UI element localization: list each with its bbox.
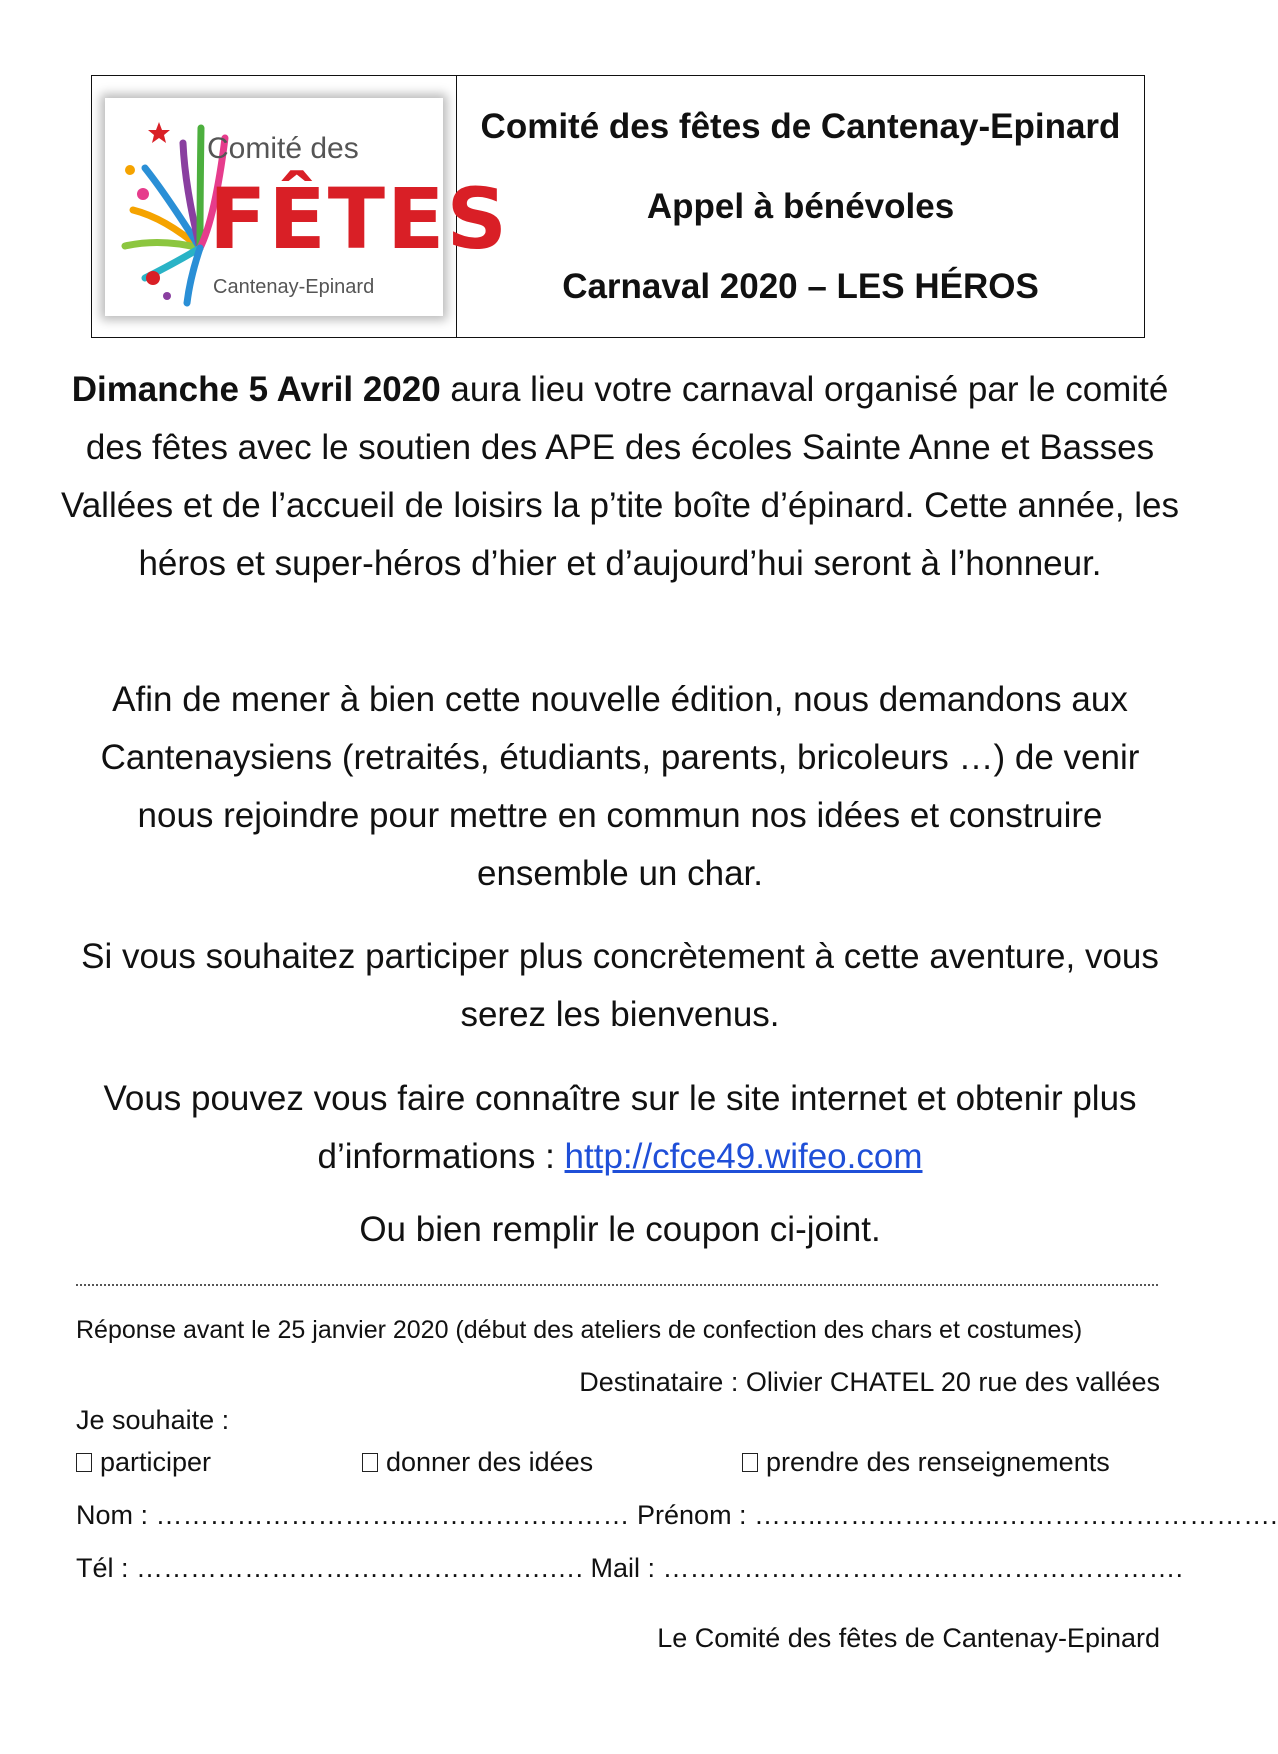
deadline-text: Réponse avant le 25 janvier 2020 (début des ateliers de confection des chars et costumes) (76, 1316, 1083, 1344)
option-renseignements[interactable] (742, 1446, 1110, 1478)
option-participer[interactable] (76, 1446, 211, 1478)
website-link[interactable]: http://cfce49.wifeo.com (564, 1137, 923, 1176)
option-label: participer (100, 1447, 212, 1477)
paragraph-intro (60, 361, 1180, 593)
paragraph-request: Afin de mener à bien cette nouvelle édition, nous demandons aux Cantenaysiens (retraités, étudiants, parents, bricoleurs …) de venir nous rejoindre pour mettre en commun nos idées et construire ensemble un char. (100, 680, 1140, 893)
nom-prenom-field[interactable]: Nom : ………………………..…………………… Prénom : ……..………………..…………………………. (76, 1500, 1278, 1530)
event-date: Dimanche 5 Avril 2020 (71, 370, 441, 409)
header-box (91, 75, 1145, 338)
paragraph-coupon: Ou bien remplir le coupon ci-joint. (359, 1210, 881, 1249)
org-title: Comité des fêtes de Cantenay-Epinard (480, 106, 1121, 146)
website-text: Vous pouvez vous faire connaître sur le site internet et obtenir plus d’informations : (103, 1079, 1137, 1176)
logo (105, 98, 509, 316)
title-cell (457, 76, 1144, 337)
event-title: Carnaval 2020 – LES HÉROS (562, 266, 1039, 306)
logo-line1: Comité des (207, 131, 359, 165)
intro-text: aura lieu votre carnaval organisé par le comité des fêtes avec le soutien des APE des écoles Sainte Anne et Basses Vallées et de l’accueil de loisirs la p’tite boîte d’épinard. Cette année, les héros et super-héros d’hier et d’aujourd’hui seront à l’honneur. (60, 370, 1180, 583)
recipient-text: Destinataire : Olivier CHATEL 20 rue des vallées (579, 1367, 1160, 1397)
paragraph-participate: Si vous souhaitez participer plus concrètement à cette aventure, vous serez les bienvenus. (81, 937, 1159, 1034)
cut-line (76, 1284, 1158, 1286)
checkbox-participer[interactable] (76, 1453, 92, 1472)
paragraph-website (60, 1070, 1180, 1186)
logo-line2: Cantenay-Epinard (213, 275, 375, 298)
logo-main: FÊTES (209, 169, 509, 268)
call-title: Appel à bénévoles (646, 186, 955, 226)
tel-mail-field[interactable]: Tél : ……………………………………….…. Mail : …………………………………………………. (76, 1553, 1184, 1583)
checkbox-renseignements[interactable] (742, 1453, 758, 1472)
option-label: prendre des renseignements (766, 1447, 1110, 1477)
logo-cell (92, 76, 509, 337)
option-idees[interactable] (362, 1446, 593, 1478)
option-label: donner des idées (386, 1447, 594, 1477)
fireworks-logo-icon (105, 98, 509, 316)
wish-label: Je souhaite : (76, 1405, 230, 1435)
signature: Le Comité des fêtes de Cantenay-Epinard (657, 1623, 1160, 1653)
checkbox-idees[interactable] (362, 1453, 378, 1472)
